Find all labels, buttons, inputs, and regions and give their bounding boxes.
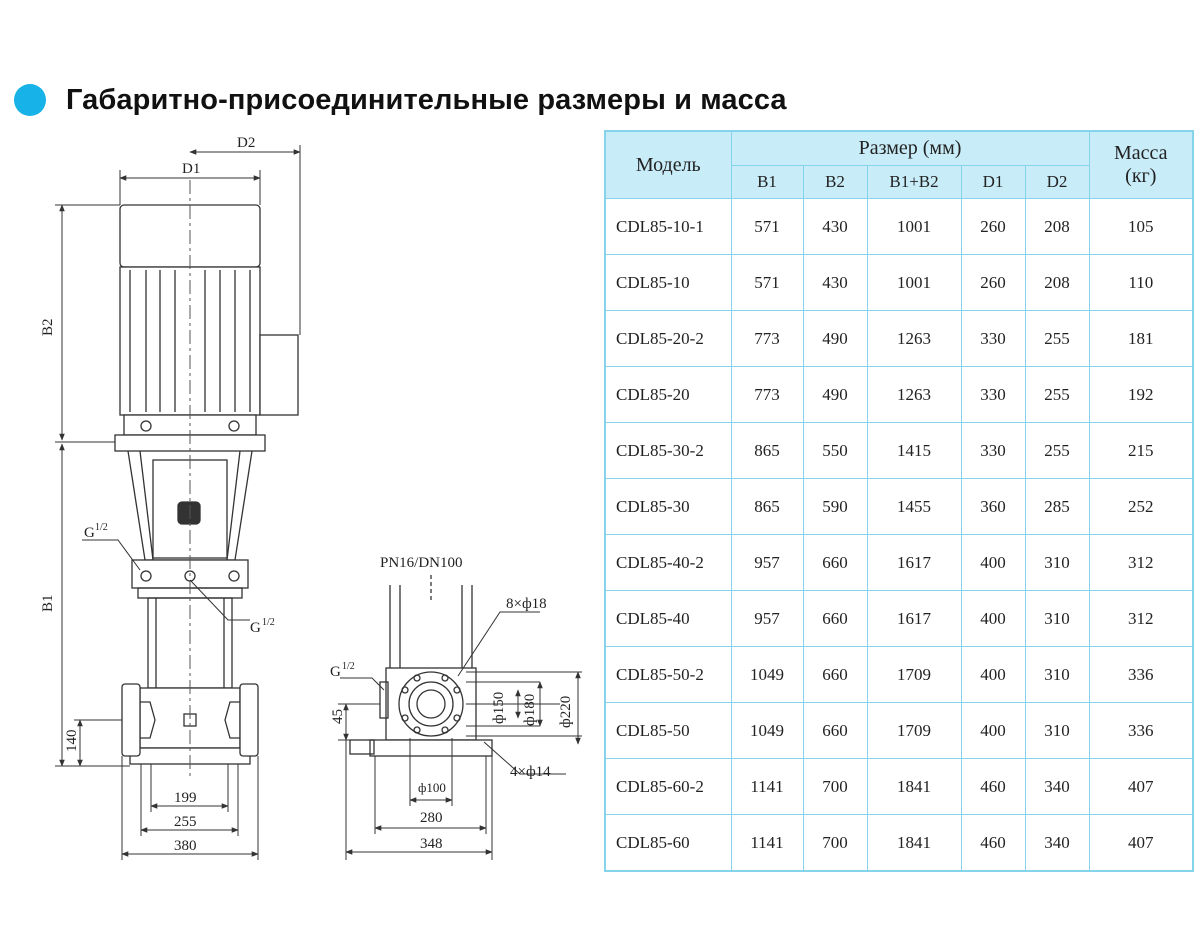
cell-d1: 260 [961, 199, 1025, 255]
cell-model: CDL85-50-2 [605, 647, 731, 703]
label-d220: ф220 [558, 695, 574, 728]
label-g-top-frac: 1/2 [95, 522, 108, 533]
cell-b1-plus-b2: 1001 [867, 199, 961, 255]
label-d100: ф100 [418, 780, 446, 795]
table-row [605, 535, 1193, 591]
front-view [350, 575, 492, 756]
cell-b1: 957 [731, 591, 803, 647]
cell-b2: 490 [803, 367, 867, 423]
cell-d2: 310 [1025, 647, 1089, 703]
label-g-side: G [250, 620, 261, 636]
cell-b1-plus-b2: 1617 [867, 535, 961, 591]
cell-b1-plus-b2: 1263 [867, 311, 961, 367]
cell-d1: 400 [961, 591, 1025, 647]
label-280: 280 [420, 810, 443, 826]
cell-b1: 571 [731, 199, 803, 255]
table-row [605, 423, 1193, 479]
cell-d2: 310 [1025, 703, 1089, 759]
cell-b1: 865 [731, 423, 803, 479]
cell-model: CDL85-10-1 [605, 199, 731, 255]
label-b2: B2 [40, 318, 56, 336]
spec-table [604, 130, 1194, 872]
cell-mass: 252 [1089, 479, 1193, 535]
cell-b1: 957 [731, 535, 803, 591]
label-g-right: G [330, 664, 341, 680]
label-pn: PN16/DN100 [380, 555, 463, 571]
cell-model: CDL85-10 [605, 255, 731, 311]
sub-header-b2: B2 [803, 166, 867, 199]
table-row [605, 199, 1193, 255]
cell-mass: 192 [1089, 367, 1193, 423]
table-row [605, 815, 1193, 872]
cell-model: CDL85-20-2 [605, 311, 731, 367]
table-row [605, 647, 1193, 703]
table-row [605, 367, 1193, 423]
cell-b1: 773 [731, 311, 803, 367]
label-140: 140 [64, 729, 80, 752]
table-row [605, 255, 1193, 311]
cell-b1: 1141 [731, 759, 803, 815]
label-45: 45 [330, 709, 346, 724]
cell-d2: 255 [1025, 367, 1089, 423]
cell-b2: 550 [803, 423, 867, 479]
cell-d1: 460 [961, 759, 1025, 815]
label-b1: B1 [40, 594, 56, 612]
label-255: 255 [174, 814, 197, 830]
sub-header-b1-plus-b2: B1+B2 [867, 166, 961, 199]
cell-d2: 208 [1025, 255, 1089, 311]
cell-d2: 340 [1025, 815, 1089, 872]
cell-mass: 312 [1089, 535, 1193, 591]
cell-d1: 260 [961, 255, 1025, 311]
label-380: 380 [174, 838, 197, 854]
cell-d2: 310 [1025, 591, 1089, 647]
header-mass-part: Масса [1114, 142, 1168, 164]
label-g-right-frac: 1/2 [342, 661, 355, 672]
cell-d1: 400 [961, 703, 1025, 759]
cell-model: CDL85-30-2 [605, 423, 731, 479]
cell-b1: 1049 [731, 647, 803, 703]
cell-mass: 336 [1089, 647, 1193, 703]
cell-mass: 312 [1089, 591, 1193, 647]
cell-mass: 181 [1089, 311, 1193, 367]
cell-b2: 660 [803, 647, 867, 703]
cell-d2: 255 [1025, 311, 1089, 367]
cell-d2: 255 [1025, 423, 1089, 479]
cell-b1-plus-b2: 1001 [867, 255, 961, 311]
table-row [605, 591, 1193, 647]
cell-b1-plus-b2: 1709 [867, 647, 961, 703]
side-view [115, 205, 298, 764]
cell-model: CDL85-60-2 [605, 759, 731, 815]
table-row [605, 479, 1193, 535]
cell-d1: 400 [961, 535, 1025, 591]
cell-b2: 430 [803, 199, 867, 255]
cell-b2: 700 [803, 815, 867, 872]
header-mass [1089, 131, 1193, 199]
label-g-side-frac: 1/2 [262, 617, 275, 628]
table-row [605, 759, 1193, 815]
cell-b2: 660 [803, 591, 867, 647]
cell-b2: 660 [803, 535, 867, 591]
page-title: Габаритно-присоединительные размеры и масса [66, 83, 787, 116]
cell-b1: 865 [731, 479, 803, 535]
cell-mass: 105 [1089, 199, 1193, 255]
label-d180: ф180 [522, 693, 538, 726]
sub-header-b1: B1 [731, 166, 803, 199]
table-row [605, 311, 1193, 367]
cell-b2: 700 [803, 759, 867, 815]
cell-d2: 310 [1025, 535, 1089, 591]
label-199: 199 [174, 790, 197, 806]
cell-d1: 360 [961, 479, 1025, 535]
cell-mass: 407 [1089, 759, 1193, 815]
label-d1: D1 [182, 161, 201, 177]
cell-b1-plus-b2: 1841 [867, 815, 961, 872]
cell-b1-plus-b2: 1617 [867, 591, 961, 647]
cell-model: CDL85-40-2 [605, 535, 731, 591]
cell-mass: 110 [1089, 255, 1193, 311]
label-d2: D2 [237, 135, 256, 151]
cell-b1: 571 [731, 255, 803, 311]
label-8-holes: 8×ф18 [506, 596, 547, 612]
cell-b1: 1141 [731, 815, 803, 872]
cell-b2: 660 [803, 703, 867, 759]
cell-model: CDL85-50 [605, 703, 731, 759]
cell-b2: 590 [803, 479, 867, 535]
cell-model: CDL85-60 [605, 815, 731, 872]
header-size: Размер (мм) [731, 131, 1089, 166]
cell-b1-plus-b2: 1263 [867, 367, 961, 423]
label-348: 348 [420, 836, 443, 852]
sub-header-d2: D2 [1025, 166, 1089, 199]
label-d150: ф150 [491, 691, 507, 724]
table-row [605, 703, 1193, 759]
cell-b1-plus-b2: 1415 [867, 423, 961, 479]
cell-d2: 340 [1025, 759, 1089, 815]
cell-d1: 330 [961, 367, 1025, 423]
cell-model: CDL85-40 [605, 591, 731, 647]
cell-d1: 460 [961, 815, 1025, 872]
label-g-top: G [84, 525, 95, 541]
cell-mass: 215 [1089, 423, 1193, 479]
cell-b1: 773 [731, 367, 803, 423]
cell-b1-plus-b2: 1709 [867, 703, 961, 759]
cell-d1: 400 [961, 647, 1025, 703]
cell-d2: 285 [1025, 479, 1089, 535]
label-4-holes: 4×ф14 [510, 764, 551, 780]
table-body [605, 199, 1193, 872]
cell-mass: 336 [1089, 703, 1193, 759]
cell-b1-plus-b2: 1841 [867, 759, 961, 815]
cell-b1-plus-b2: 1455 [867, 479, 961, 535]
header-model: Модель [605, 131, 731, 199]
cell-b1: 1049 [731, 703, 803, 759]
sub-header-d1: D1 [961, 166, 1025, 199]
cell-d1: 330 [961, 311, 1025, 367]
cell-model: CDL85-20 [605, 367, 731, 423]
cell-d1: 330 [961, 423, 1025, 479]
cell-mass: 407 [1089, 815, 1193, 872]
cell-d2: 208 [1025, 199, 1089, 255]
cell-model: CDL85-30 [605, 479, 731, 535]
cell-b2: 490 [803, 311, 867, 367]
header-mass-part: (кг) [1125, 165, 1157, 187]
cell-b2: 430 [803, 255, 867, 311]
